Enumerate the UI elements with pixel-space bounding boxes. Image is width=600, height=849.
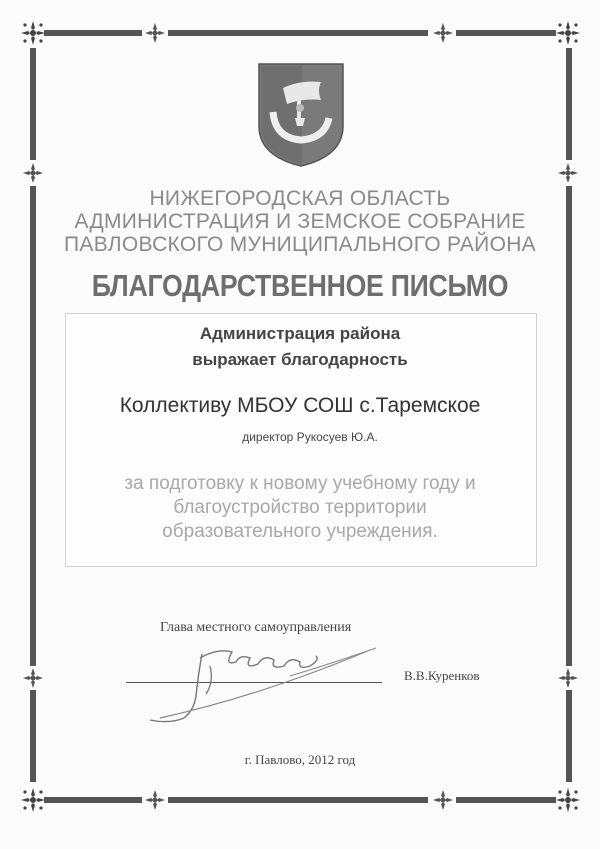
border-top-right [456,30,556,36]
issuer-line-2: выражает благодарность [192,350,408,369]
ornament-icon [20,20,46,46]
ornament-icon [555,20,581,46]
authority-name: АДМИНИСТРАЦИЯ И ЗЕМСКОЕ СОБРАНИЕ [74,210,526,233]
coat-of-arms-icon [255,60,347,170]
recipient: Коллективу МБОУ СОШ с.Таремское [119,394,481,417]
border-right-bottom [566,690,572,782]
director-name: директор Рукосуев Ю.А. [242,430,378,444]
ornament-icon [555,160,581,186]
border-left-top [30,48,36,160]
border-top-middle [168,30,428,36]
issuer-line-1: Администрация района [199,324,401,343]
ornament-icon [555,665,581,691]
ornament-icon [430,20,456,46]
border-top-left [44,30,142,36]
signer-name: В.В.Куренков [404,668,480,683]
document-title: БЛАГОДАРСТВЕННОЕ ПИСЬМО [91,268,509,303]
reason-line-2: благоустройство территории [173,497,427,518]
ornament-icon [430,787,456,813]
border-bottom-right [456,797,556,803]
border-bottom-left [44,797,142,803]
border-right-top [566,48,572,160]
ornament-icon [20,665,46,691]
reason-line-3: образовательного учреждения. [162,521,438,542]
reason-line-1: за подготовку к новому учебному году и [124,473,476,494]
ornament-icon [555,787,581,813]
ornament-icon [20,787,46,813]
border-bottom-middle [168,797,428,803]
place-and-date: г. Павлово, 2012 год [244,752,356,767]
handwritten-signature [140,636,380,726]
signer-title: Глава местного самоуправления [160,620,352,635]
district-name: ПАВЛОВСКОГО МУНИЦИПАЛЬНОГО РАЙОНА [64,233,536,256]
ornament-icon [142,787,168,813]
region-name: НИЖЕГОРОДСКАЯ ОБЛАСТЬ [149,187,451,210]
border-right-middle [566,186,572,666]
ornament-icon [142,20,168,46]
border-left-bottom [30,690,36,782]
ornament-icon [20,160,46,186]
border-left-middle [30,186,36,666]
